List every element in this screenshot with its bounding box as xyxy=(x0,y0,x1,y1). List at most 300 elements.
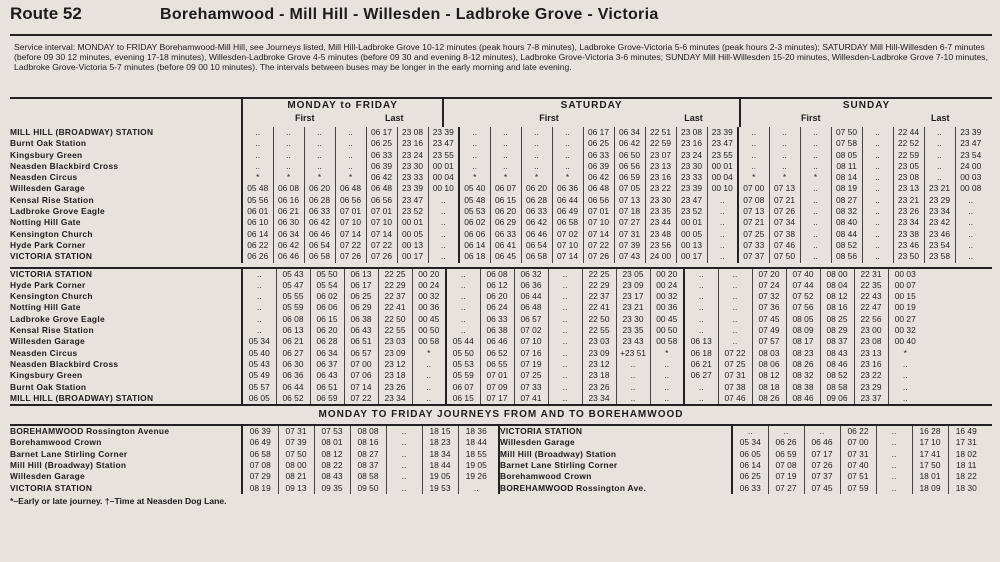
time-cell: 06 39 xyxy=(242,426,278,437)
time-cell: .. xyxy=(738,138,769,149)
time-cell: 07 14 xyxy=(344,382,378,393)
time-cell: 23 47 xyxy=(676,195,707,206)
time-cell: 06 34 xyxy=(310,348,344,359)
time-cell: .. xyxy=(428,240,459,251)
timetable-row xyxy=(10,382,922,393)
time-cell: 22 35 xyxy=(854,280,888,291)
time-cell: 06 25 xyxy=(732,471,768,482)
time-cell: 06 14 xyxy=(732,460,768,471)
time-cell: .. xyxy=(862,240,893,251)
time-cell: .. xyxy=(888,382,922,393)
time-cell: 07 37 xyxy=(804,471,840,482)
time-cell: 08 05 xyxy=(786,314,820,325)
time-cell: .. xyxy=(684,280,718,291)
time-cell: .. xyxy=(876,483,912,494)
time-cell: 07 21 xyxy=(738,217,769,228)
time-cell: 05 55 xyxy=(276,291,310,302)
time-cell: * xyxy=(552,172,583,183)
time-cell: .. xyxy=(924,161,955,172)
time-cell: 07 50 xyxy=(769,251,800,262)
time-cell: 00 50 xyxy=(650,325,684,336)
time-cell: 07 20 xyxy=(752,269,786,280)
time-cell: 23 34 xyxy=(893,217,924,228)
time-cell: .. xyxy=(548,382,582,393)
time-cell: 00 05 xyxy=(397,229,428,240)
time-cell: 00 04 xyxy=(428,172,459,183)
time-cell: 17 50 xyxy=(912,460,948,471)
time-cell: .. xyxy=(650,359,684,370)
time-cell: 16 28 xyxy=(912,426,948,437)
time-cell: 06 33 xyxy=(583,150,614,161)
time-cell: 06 08 xyxy=(273,183,304,194)
time-cell: 23 37 xyxy=(854,393,888,404)
stop-name: Neasden Circus xyxy=(10,347,78,358)
time-cell: .. xyxy=(862,172,893,183)
time-cell: 06 24 xyxy=(480,302,514,313)
time-cell: 06 36 xyxy=(276,370,310,381)
time-cell: 06 17 xyxy=(583,127,614,138)
time-cell: 07 59 xyxy=(840,483,876,494)
time-cell: 07 19 xyxy=(768,471,804,482)
time-cell: 06 46 xyxy=(304,229,335,240)
time-cell: 06 20 xyxy=(310,325,344,336)
time-cell: 18 15 xyxy=(422,426,458,437)
time-cell: 06 46 xyxy=(804,437,840,448)
time-cell: .. xyxy=(552,138,583,149)
time-cell: 23 39 xyxy=(676,183,707,194)
time-cell: 23 29 xyxy=(924,195,955,206)
time-cell: .. xyxy=(428,206,459,217)
time-cell: .. xyxy=(335,161,366,172)
time-cell: .. xyxy=(862,195,893,206)
time-cell: 07 46 xyxy=(718,393,752,404)
time-cell: .. xyxy=(616,370,650,381)
time-cell: .. xyxy=(386,460,422,471)
time-cell: .. xyxy=(548,291,582,302)
time-cell: 06 55 xyxy=(480,359,514,370)
time-cell: 23 33 xyxy=(676,172,707,183)
time-cell: 08 00 xyxy=(278,460,314,471)
time-cell: .. xyxy=(738,150,769,161)
time-cell: 06 59 xyxy=(310,393,344,404)
timetable-row xyxy=(10,229,986,240)
stop-name: VICTORIA STATION xyxy=(500,426,583,437)
time-cell: 07 13 xyxy=(614,195,645,206)
time-cell: 18 55 xyxy=(458,449,494,460)
stop-name: Willesden Garage xyxy=(10,336,86,347)
time-cell: 23 52 xyxy=(397,206,428,217)
time-cell: 23 09 xyxy=(582,348,616,359)
time-cell: * xyxy=(412,348,446,359)
time-cell: .. xyxy=(548,280,582,291)
time-cell: 23 39 xyxy=(707,127,738,138)
time-cell: 00 40 xyxy=(888,336,922,347)
time-cell: 08 43 xyxy=(314,471,350,482)
time-cell: 00 20 xyxy=(650,269,684,280)
time-cell: .. xyxy=(769,127,800,138)
timetable-row xyxy=(10,370,922,381)
time-cell: 23 54 xyxy=(955,150,986,161)
time-cell: 23 44 xyxy=(645,217,676,228)
time-cell: 07 26 xyxy=(804,460,840,471)
day-header-row xyxy=(10,99,992,127)
time-cell: .. xyxy=(273,127,304,138)
time-cell: 07 58 xyxy=(831,138,862,149)
time-cell: 22 43 xyxy=(854,291,888,302)
time-cell: 06 59 xyxy=(614,172,645,183)
time-cell: * xyxy=(800,172,831,183)
time-cell: 07 25 xyxy=(738,229,769,240)
time-cell: .. xyxy=(862,161,893,172)
time-cell: 06 20 xyxy=(521,183,552,194)
time-cell: .. xyxy=(707,251,738,262)
time-cell: 07 40 xyxy=(786,269,820,280)
time-cell: .. xyxy=(650,393,684,404)
stop-name: BOREHAMWOOD Rossington Avenue xyxy=(10,426,170,437)
time-cell: 23 47 xyxy=(707,138,738,149)
time-cell: .. xyxy=(862,217,893,228)
time-cell: 19 05 xyxy=(422,471,458,482)
time-cell: .. xyxy=(552,127,583,138)
route-number: Route 52 xyxy=(10,4,82,23)
time-cell: 05 48 xyxy=(459,195,490,206)
time-cell: .. xyxy=(242,138,273,149)
time-cell: 23 50 xyxy=(893,251,924,262)
stop-name: BOREHAMWOOD Rossington Ave. xyxy=(500,482,647,493)
time-cell: 22 55 xyxy=(378,325,412,336)
time-cell: 07 52 xyxy=(786,291,820,302)
time-cell: .. xyxy=(924,127,955,138)
time-cell: 07 22 xyxy=(344,393,378,404)
time-cell: .. xyxy=(335,138,366,149)
time-cell: 23 58 xyxy=(924,251,955,262)
time-cell: .. xyxy=(242,325,276,336)
time-cell: 06 58 xyxy=(304,251,335,262)
time-cell: 07 00 xyxy=(738,183,769,194)
time-cell: 06 25 xyxy=(344,291,378,302)
time-cell: .. xyxy=(548,370,582,381)
timetable-row xyxy=(10,437,494,448)
time-cell: 18 23 xyxy=(422,437,458,448)
time-cell: .. xyxy=(738,127,769,138)
time-cell: 00 32 xyxy=(650,291,684,302)
time-cell: * xyxy=(335,172,366,183)
time-cell: * xyxy=(273,172,304,183)
time-cell: 06 14 xyxy=(242,229,273,240)
time-cell: 06 18 xyxy=(684,348,718,359)
time-cell: .. xyxy=(800,138,831,149)
time-cell: .. xyxy=(718,325,752,336)
time-cell: 22 25 xyxy=(582,269,616,280)
time-cell: .. xyxy=(684,382,718,393)
time-cell: .. xyxy=(548,325,582,336)
time-cell: 08 22 xyxy=(314,460,350,471)
timetable-row xyxy=(10,314,922,325)
stop-name: Hyde Park Corner xyxy=(10,239,86,250)
time-cell: 07 25 xyxy=(718,359,752,370)
time-cell: 00 32 xyxy=(412,291,446,302)
time-cell: 23 16 xyxy=(854,359,888,370)
time-cell: 06 56 xyxy=(614,161,645,172)
time-cell: 06 28 xyxy=(310,336,344,347)
time-cell: 08 18 xyxy=(752,382,786,393)
time-cell: 23 16 xyxy=(676,138,707,149)
time-cell: 08 40 xyxy=(831,217,862,228)
time-cell: 22 47 xyxy=(854,302,888,313)
time-cell: .. xyxy=(446,314,480,325)
time-cell: 06 36 xyxy=(552,183,583,194)
time-cell: .. xyxy=(548,314,582,325)
saturday-header: SATURDAY First Last xyxy=(442,99,739,127)
time-cell: .. xyxy=(876,449,912,460)
time-cell: 07 06 xyxy=(344,370,378,381)
time-cell: .. xyxy=(242,280,276,291)
time-cell: .. xyxy=(386,437,422,448)
time-cell: 23 08 xyxy=(676,127,707,138)
time-cell: 05 53 xyxy=(459,206,490,217)
time-cell: 06 57 xyxy=(514,314,548,325)
time-cell: 06 56 xyxy=(366,195,397,206)
time-cell: 23 42 xyxy=(924,217,955,228)
time-cell: 23 16 xyxy=(645,172,676,183)
time-cell: 08 16 xyxy=(350,437,386,448)
time-cell: .. xyxy=(769,138,800,149)
time-cell: 00 36 xyxy=(412,302,446,313)
time-cell: .. xyxy=(955,229,986,240)
time-cell: 00 24 xyxy=(412,280,446,291)
time-cell: 07 51 xyxy=(840,471,876,482)
time-cell: 06 05 xyxy=(242,393,276,404)
time-cell: 07 31 xyxy=(718,370,752,381)
time-cell: 18 01 xyxy=(912,471,948,482)
time-cell: .. xyxy=(446,269,480,280)
time-cell: 23 13 xyxy=(854,348,888,359)
time-cell: 06 29 xyxy=(344,302,378,313)
time-cell: .. xyxy=(304,150,335,161)
time-cell: * xyxy=(769,172,800,183)
time-cell: 06 28 xyxy=(304,195,335,206)
time-cell: 22 51 xyxy=(645,127,676,138)
time-cell: .. xyxy=(718,314,752,325)
time-cell: 08 27 xyxy=(350,449,386,460)
time-cell: 07 41 xyxy=(514,393,548,404)
time-cell: 23 26 xyxy=(893,206,924,217)
time-cell: 06 07 xyxy=(446,382,480,393)
time-cell: .. xyxy=(738,161,769,172)
time-cell: 00 04 xyxy=(707,172,738,183)
stop-name: Notting Hill Gate xyxy=(10,302,81,313)
stop-name: Neasden Blackbird Cross xyxy=(10,358,119,369)
time-cell: 06 58 xyxy=(552,217,583,228)
time-cell: 00 03 xyxy=(888,269,922,280)
stop-name: Kensal Rise Station xyxy=(10,194,94,205)
time-cell: 07 56 xyxy=(786,302,820,313)
stop-name: Burnt Oak Station xyxy=(10,138,87,149)
time-cell: 23 30 xyxy=(645,195,676,206)
time-cell: 23 21 xyxy=(893,195,924,206)
time-cell: 08 19 xyxy=(242,483,278,494)
time-cell: .. xyxy=(804,426,840,437)
to-borehamwood-timetable xyxy=(10,426,494,494)
time-cell: .. xyxy=(273,138,304,149)
time-cell: 06 34 xyxy=(273,229,304,240)
time-cell: 06 02 xyxy=(459,217,490,228)
time-cell: 08 37 xyxy=(820,336,854,347)
time-cell: 05 34 xyxy=(732,437,768,448)
timetable-row xyxy=(10,483,494,494)
time-cell: 23 05 xyxy=(893,161,924,172)
time-cell: .. xyxy=(718,336,752,347)
time-cell: 07 53 xyxy=(314,426,350,437)
time-cell: 07 39 xyxy=(614,240,645,251)
time-cell: 08 23 xyxy=(786,348,820,359)
time-cell: 06 49 xyxy=(552,206,583,217)
time-cell: 23 47 xyxy=(397,195,428,206)
time-cell: 18 09 xyxy=(912,483,948,494)
time-cell: .. xyxy=(955,217,986,228)
time-cell: 06 39 xyxy=(583,161,614,172)
time-cell: 06 39 xyxy=(366,161,397,172)
time-cell: 22 50 xyxy=(582,314,616,325)
time-cell: 07 08 xyxy=(768,460,804,471)
time-cell: 00 13 xyxy=(397,240,428,251)
time-cell: 07 26 xyxy=(769,206,800,217)
title-bar xyxy=(10,4,992,36)
time-cell: 00 17 xyxy=(397,251,428,262)
time-cell: .. xyxy=(490,150,521,161)
time-cell: .. xyxy=(684,393,718,404)
time-cell: 23 34 xyxy=(924,206,955,217)
time-cell: 06 32 xyxy=(514,269,548,280)
time-cell: 07 50 xyxy=(278,449,314,460)
time-cell: .. xyxy=(955,206,986,217)
timetable-row xyxy=(10,206,986,217)
time-cell: 07 22 xyxy=(718,348,752,359)
time-cell: 17 10 xyxy=(912,437,948,448)
time-cell: 00 20 xyxy=(412,269,446,280)
time-cell: 06 54 xyxy=(521,240,552,251)
time-cell: 24 00 xyxy=(645,251,676,262)
time-cell: 18 11 xyxy=(948,460,984,471)
time-cell: 06 22 xyxy=(242,240,273,251)
time-cell: .. xyxy=(876,426,912,437)
time-cell: 06 48 xyxy=(583,183,614,194)
time-cell: .. xyxy=(521,127,552,138)
time-cell: .. xyxy=(521,150,552,161)
time-cell: 07 09 xyxy=(480,382,514,393)
time-cell: 05 57 xyxy=(242,382,276,393)
time-cell: 06 14 xyxy=(459,240,490,251)
time-cell: 23 34 xyxy=(582,393,616,404)
time-cell: 06 42 xyxy=(273,240,304,251)
time-cell: 22 31 xyxy=(854,269,888,280)
time-cell: 07 34 xyxy=(769,217,800,228)
time-cell: .. xyxy=(490,138,521,149)
stop-name: Kensington Church xyxy=(10,228,93,239)
time-cell: 08 32 xyxy=(786,370,820,381)
time-cell: 05 40 xyxy=(242,348,276,359)
time-cell: 06 21 xyxy=(273,206,304,217)
time-cell: 07 38 xyxy=(718,382,752,393)
from-borehamwood-timetable xyxy=(500,426,984,494)
route-title: Borehamwood - Mill Hill - Willesden - Ladbroke Grove - Victoria xyxy=(160,6,659,23)
time-cell: 06 13 xyxy=(684,336,718,347)
time-cell: 23 29 xyxy=(854,382,888,393)
time-cell: .. xyxy=(242,314,276,325)
time-cell: 23 30 xyxy=(676,161,707,172)
time-cell: 06 48 xyxy=(366,183,397,194)
stop-name: Notting Hill Gate xyxy=(10,217,81,228)
time-cell: 08 44 xyxy=(831,229,862,240)
time-cell: 06 59 xyxy=(768,449,804,460)
time-cell: 08 56 xyxy=(831,251,862,262)
time-cell: .. xyxy=(732,426,768,437)
time-cell: 06 51 xyxy=(310,382,344,393)
timetable-row xyxy=(10,217,986,228)
time-cell: 08 00 xyxy=(820,269,854,280)
time-cell: 18 44 xyxy=(422,460,458,471)
time-cell: 22 29 xyxy=(378,280,412,291)
time-cell: 05 59 xyxy=(276,302,310,313)
time-cell: 05 48 xyxy=(242,183,273,194)
timetable-row xyxy=(10,325,922,336)
time-cell: 00 27 xyxy=(888,314,922,325)
timetable-row xyxy=(10,291,922,302)
time-cell: 18 36 xyxy=(458,426,494,437)
time-cell: 07 31 xyxy=(614,229,645,240)
time-cell: 00 01 xyxy=(428,161,459,172)
stop-name: Kensal Rise Station xyxy=(10,325,94,336)
time-cell: .. xyxy=(548,348,582,359)
time-cell: 23 12 xyxy=(582,359,616,370)
time-cell: .. xyxy=(428,229,459,240)
time-cell: 05 47 xyxy=(276,280,310,291)
time-cell: .. xyxy=(684,291,718,302)
time-cell: 06 27 xyxy=(276,348,310,359)
time-cell: 06 58 xyxy=(242,449,278,460)
time-cell: 06 33 xyxy=(304,206,335,217)
time-cell: 23 03 xyxy=(378,336,412,347)
time-cell: 06 29 xyxy=(490,217,521,228)
time-cell: * xyxy=(490,172,521,183)
time-cell: 22 55 xyxy=(582,325,616,336)
time-cell: 19 53 xyxy=(422,483,458,494)
time-cell: .. xyxy=(862,183,893,194)
time-cell: 23 35 xyxy=(616,325,650,336)
time-cell: 06 02 xyxy=(310,291,344,302)
time-cell: 06 38 xyxy=(480,325,514,336)
time-cell: 00 10 xyxy=(707,183,738,194)
time-cell: .. xyxy=(888,393,922,404)
time-cell: 07 26 xyxy=(366,251,397,262)
time-cell: 23 13 xyxy=(893,183,924,194)
time-cell: .. xyxy=(718,302,752,313)
time-cell: 22 37 xyxy=(378,291,412,302)
time-cell: 23 21 xyxy=(924,183,955,194)
time-cell: 08 09 xyxy=(786,325,820,336)
time-cell: 06 42 xyxy=(521,217,552,228)
time-cell: 06 06 xyxy=(310,302,344,313)
time-cell: 06 21 xyxy=(684,359,718,370)
time-cell: 05 40 xyxy=(459,183,490,194)
time-cell: 05 43 xyxy=(276,269,310,280)
time-cell: .. xyxy=(800,206,831,217)
time-cell: 06 58 xyxy=(521,251,552,262)
stop-name: Willesden Garage xyxy=(10,183,86,194)
footnote: *–Early or late journey. †–Time at Neasden Dog Lane. xyxy=(10,495,227,506)
time-cell: 00 58 xyxy=(650,336,684,347)
time-cell: +23 51 xyxy=(616,348,650,359)
